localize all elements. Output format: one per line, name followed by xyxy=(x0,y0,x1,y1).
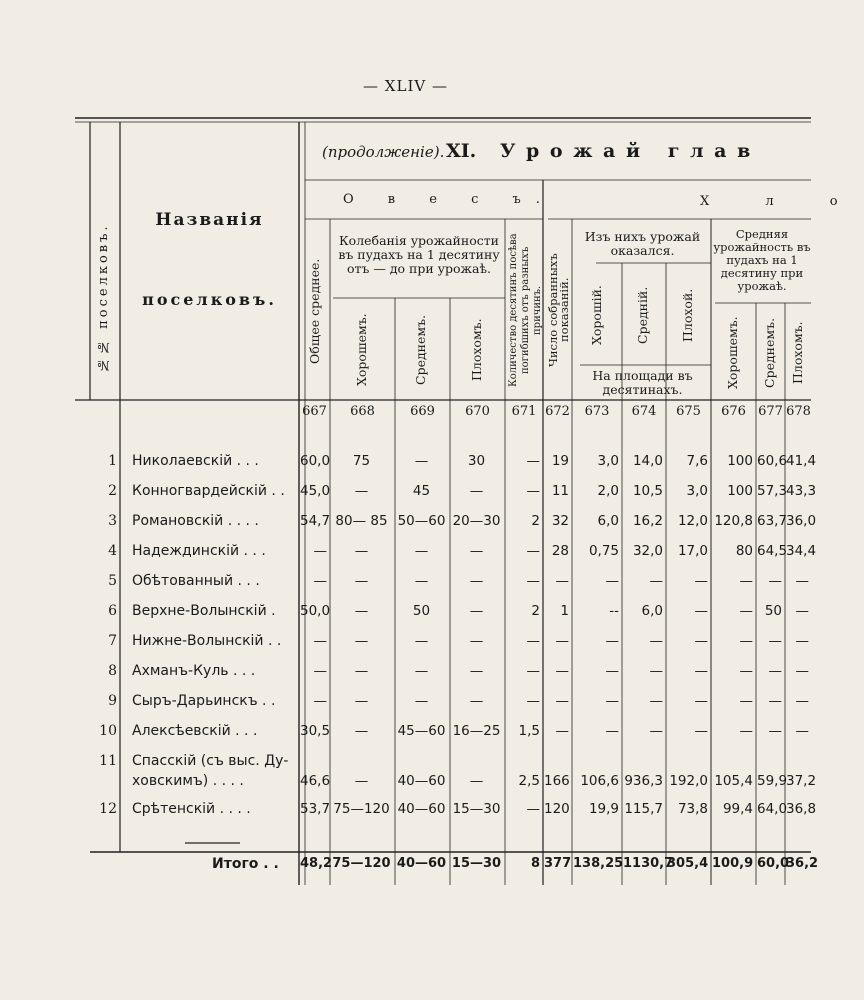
table-cell: — xyxy=(354,723,369,739)
table-cell: — xyxy=(649,663,663,679)
table-cell: — xyxy=(354,603,369,619)
row-number: 5 xyxy=(108,573,117,589)
settlement-name: Нижне-Волынскій . . xyxy=(132,633,282,649)
table-cell: 2,5 xyxy=(518,773,540,789)
table-cell: 36,0 xyxy=(786,513,817,529)
row-number: 6 xyxy=(108,603,117,619)
table-cell: — xyxy=(526,573,540,589)
table-cell: 30 xyxy=(467,453,486,469)
row-number: 11 xyxy=(99,753,117,769)
table-cell: — xyxy=(313,573,327,589)
total-cell: 377 xyxy=(544,856,572,871)
column-number: 674 xyxy=(631,404,657,419)
row-number: 1 xyxy=(108,453,117,469)
table-cell: — xyxy=(605,573,619,589)
table-cell: — xyxy=(469,773,484,789)
total-label: Итого . . xyxy=(212,856,279,872)
table-cell: — xyxy=(694,663,708,679)
total-cell: 60,0 xyxy=(757,856,790,871)
table-cell: — xyxy=(739,603,753,619)
settlement-name: Ахманъ-Куль . . . xyxy=(132,663,256,679)
column-number: 677 xyxy=(758,404,783,419)
table-cell: 45 xyxy=(412,483,431,499)
column-number: 670 xyxy=(465,404,490,419)
table-cell: — xyxy=(354,573,369,589)
table-cell: — xyxy=(354,633,369,649)
table-cell: 1,5 xyxy=(518,723,540,739)
table-cell: — xyxy=(768,693,782,709)
table-cell: — xyxy=(649,693,663,709)
total-cell: 1130,7 xyxy=(623,856,674,871)
table-cell: -- xyxy=(609,603,619,619)
header-good: Хорошемъ. xyxy=(354,313,369,386)
column-number: 669 xyxy=(410,404,435,419)
table-cell: — xyxy=(739,633,753,649)
table-cell: 11 xyxy=(551,483,569,499)
table-cell: 120 xyxy=(544,801,570,817)
table-cell: — xyxy=(739,663,753,679)
table-cell: — xyxy=(526,693,540,709)
table-cell: 10,5 xyxy=(632,483,663,499)
header-oves: О в е с ъ. xyxy=(343,192,555,207)
total-cell: 48,2 xyxy=(300,856,333,871)
table-cell: — xyxy=(795,633,809,649)
table-cell: — xyxy=(354,543,369,559)
table-cell: — xyxy=(694,723,708,739)
table-cell: — xyxy=(739,723,753,739)
table-cell: 50—60 xyxy=(397,513,446,529)
settlement-name: Николаевскій . . . xyxy=(132,453,259,469)
table-cell: — xyxy=(739,693,753,709)
table-cell: — xyxy=(526,663,540,679)
table-cell: 0,75 xyxy=(588,543,619,559)
table-cell: 46,6 xyxy=(300,773,331,789)
table-cell: 32 xyxy=(551,513,569,529)
header-khl: Х л о xyxy=(700,194,864,209)
row-number: 10 xyxy=(99,723,117,739)
row-number: 7 xyxy=(108,633,117,649)
table-cell: — xyxy=(649,633,663,649)
header-of-them: Изъ нихъ урожай оказался. xyxy=(584,229,701,258)
table-cell: — xyxy=(526,543,540,559)
table-cell: — xyxy=(469,483,484,499)
table-cell: 50,0 xyxy=(300,603,331,619)
table-cell: — xyxy=(313,633,327,649)
table-cell: 120,8 xyxy=(714,513,753,529)
header-fluct: Колебанія урожайности въ пудахъ на 1 десятину отъ — до при урожаѣ. xyxy=(338,233,500,276)
settlement-name: Спасскій (съ выс. Ду- xyxy=(132,753,289,769)
table-cell: 40—60 xyxy=(397,801,446,817)
total-cell: 40—60 xyxy=(396,856,447,871)
table-cell: 115,7 xyxy=(624,801,663,817)
table-cell: 99,4 xyxy=(722,801,753,817)
table-cell: — xyxy=(313,543,327,559)
settlement-name-cont: ховскимъ) . . . . xyxy=(132,773,244,789)
table-cell: 6,0 xyxy=(597,513,619,529)
table-cell: — xyxy=(605,633,619,649)
table-cell: 2 xyxy=(531,603,540,619)
table-cell: — xyxy=(469,633,484,649)
settlement-name: Срѣтенскій . . . . xyxy=(132,801,251,817)
table-cell: — xyxy=(768,723,782,739)
table-cell: 34,4 xyxy=(786,543,817,559)
column-number: 668 xyxy=(350,404,375,419)
table-cell: 106,6 xyxy=(580,773,619,789)
header-names-line1: Названія xyxy=(155,210,264,230)
column-number: 675 xyxy=(676,404,701,419)
table-cell: — xyxy=(694,693,708,709)
table-cell: — xyxy=(414,633,429,649)
total-cell: 75—120 xyxy=(332,856,391,871)
row-number: 4 xyxy=(108,543,117,559)
table-cell: — xyxy=(469,543,484,559)
header-avg-yield: Средняя урожайность въ пудахъ на 1 десятину при урожаѣ. xyxy=(713,227,811,293)
header-bad2: Плохой. xyxy=(680,288,695,342)
header-num-col: №№ поселковъ. xyxy=(96,223,111,372)
table-cell: 166 xyxy=(544,773,570,789)
table-cell: 50 xyxy=(412,603,431,619)
table-cell: 43,3 xyxy=(786,483,817,499)
table-cell: 73,8 xyxy=(677,801,708,817)
table-cell: 45,0 xyxy=(300,483,331,499)
table-cell: — xyxy=(354,693,369,709)
settlement-name: Обѣтованный . . . xyxy=(132,573,260,589)
table-cell: 59,9 xyxy=(757,773,788,789)
column-number: 671 xyxy=(511,404,537,419)
table-cell: 7,6 xyxy=(686,453,708,469)
header-medium2: Средній. xyxy=(635,286,650,344)
total-cell: 138,25 xyxy=(573,856,624,871)
column-number: 676 xyxy=(721,404,746,419)
table-cell: 63,7 xyxy=(757,513,788,529)
header-general-avg: Общее среднее. xyxy=(307,258,322,364)
header-names-line2: поселковъ. xyxy=(142,290,277,309)
table-cell: — xyxy=(414,693,429,709)
table-cell: — xyxy=(526,801,540,817)
table-cell: — xyxy=(555,723,569,739)
table-cell: 60,6 xyxy=(757,453,788,469)
page-title: — XLIV — xyxy=(363,77,448,95)
table-cell: — xyxy=(555,693,569,709)
column-number: 678 xyxy=(786,404,811,419)
table-cell: — xyxy=(694,633,708,649)
table-cell: 3,0 xyxy=(686,483,708,499)
table-cell: 100 xyxy=(727,453,753,469)
total-cell: 100,9 xyxy=(712,856,754,871)
total-cell: 15—30 xyxy=(451,856,502,871)
table-cell: 37,2 xyxy=(786,773,817,789)
table-cell: — xyxy=(649,573,663,589)
table-cell: 20—30 xyxy=(452,513,501,529)
table-cell: — xyxy=(795,723,809,739)
table-cell: 57,3 xyxy=(757,483,788,499)
table-cell: — xyxy=(469,693,484,709)
table-cell: 50 xyxy=(764,603,782,619)
table-cell: — xyxy=(469,573,484,589)
table-cell: 14,0 xyxy=(632,453,663,469)
total-cell: 8 xyxy=(530,856,540,871)
table-cell: — xyxy=(795,573,809,589)
table-cell: 3,0 xyxy=(597,453,619,469)
total-cell: 36,2 xyxy=(786,856,819,871)
table-cell: 192,0 xyxy=(669,773,708,789)
table-cell: — xyxy=(313,663,327,679)
column-number: 673 xyxy=(584,404,610,419)
table-cell: — xyxy=(555,663,569,679)
settlement-name: Романовскій . . . . xyxy=(132,513,259,529)
table-cell: 100 xyxy=(727,483,753,499)
table-cell: — xyxy=(605,693,619,709)
header-good3: Хорошемъ. xyxy=(725,316,740,390)
table-cell: — xyxy=(469,663,484,679)
table-cell: 45—60 xyxy=(397,723,446,739)
row-number: 12 xyxy=(99,801,117,817)
table-cell: 28 xyxy=(551,543,569,559)
table-cell: 2 xyxy=(531,513,540,529)
row-number: 3 xyxy=(108,513,117,529)
total-cell: 305,4 xyxy=(667,856,709,871)
header-area: На площади въ десятинахъ. xyxy=(592,368,693,397)
table-cell: 15—30 xyxy=(452,801,501,817)
table-cell: — xyxy=(414,663,429,679)
table-cell: — xyxy=(414,573,429,589)
table-cell: 12,0 xyxy=(677,513,708,529)
table-cell: — xyxy=(469,603,484,619)
table-cell: — xyxy=(694,603,708,619)
table-cell: — xyxy=(694,573,708,589)
table-cell: 6,0 xyxy=(641,603,663,619)
table-cell: 75—120 xyxy=(333,801,390,817)
table-cell: 40—60 xyxy=(397,773,446,789)
table-cell: — xyxy=(414,453,429,469)
table-cell: 16—25 xyxy=(452,723,501,739)
table-cell: — xyxy=(795,663,809,679)
table-cell: — xyxy=(768,663,782,679)
table-cell: 64,0 xyxy=(757,801,788,817)
table-cell: 75 xyxy=(352,453,371,469)
table-cell: — xyxy=(354,663,369,679)
table-cell: 54,7 xyxy=(300,513,331,529)
table-cell: — xyxy=(555,573,569,589)
header-medium3: Среднемъ. xyxy=(762,317,777,389)
table-cell: — xyxy=(526,633,540,649)
settlement-name: Сыръ-Дарьинскъ . . xyxy=(132,693,276,709)
table-cell: — xyxy=(605,663,619,679)
column-number: 667 xyxy=(302,404,327,419)
table-cell: 16,2 xyxy=(632,513,663,529)
settlement-name: Надеждинскій . . . xyxy=(132,543,266,559)
settlement-name: Алексѣевскій . . . xyxy=(132,723,258,739)
table-cell: — xyxy=(526,453,540,469)
header-count-reports: Число собранныхъ показаній. xyxy=(546,253,571,367)
table-cell: 80 xyxy=(735,543,753,559)
table-cell: — xyxy=(414,543,429,559)
table-title-text: У р о ж а й г л а в xyxy=(500,140,753,162)
column-number: 672 xyxy=(545,404,570,419)
header-lost: Количество десятинъ посѣва погибшихъ отъ разныхъ причинъ. xyxy=(508,233,543,387)
settlement-name: Верхне-Волынскій . xyxy=(132,603,276,619)
table-cell: 19 xyxy=(551,453,569,469)
table-title-cont: (продолженіе). xyxy=(322,143,445,161)
table-cell: 936,3 xyxy=(624,773,663,789)
table-cell: 19,9 xyxy=(588,801,619,817)
table-cell: 36,8 xyxy=(786,801,817,817)
row-number: 2 xyxy=(108,483,117,499)
table-cell: — xyxy=(313,693,327,709)
row-number: 8 xyxy=(108,663,117,679)
table-title-roman: XI. xyxy=(446,140,477,162)
header-good2: Хорошій. xyxy=(589,285,604,345)
header-bad3: Плохомъ. xyxy=(790,321,805,385)
table-cell: — xyxy=(354,773,369,789)
table-cell: — xyxy=(526,483,540,499)
table-cell: — xyxy=(768,633,782,649)
table-cell: 53,7 xyxy=(300,801,331,817)
table-cell: 105,4 xyxy=(714,773,753,789)
table-cell: — xyxy=(795,603,809,619)
table-cell: 2,0 xyxy=(597,483,619,499)
table-cell: — xyxy=(649,723,663,739)
table-cell: — xyxy=(605,723,619,739)
table-cell: 17,0 xyxy=(677,543,708,559)
table-cell: — xyxy=(354,483,369,499)
table-cell: 80— 85 xyxy=(335,513,388,529)
table-cell: 30,5 xyxy=(300,723,331,739)
table-cell: 32,0 xyxy=(632,543,663,559)
table-cell: — xyxy=(555,633,569,649)
table-cell: — xyxy=(739,573,753,589)
settlement-name: Конногвардейскій . . xyxy=(132,483,285,499)
table-cell: 41,4 xyxy=(786,453,817,469)
table-cell: 60,0 xyxy=(300,453,331,469)
header-medium: Среднемъ. xyxy=(413,314,428,385)
table-cell: — xyxy=(768,573,782,589)
row-number: 9 xyxy=(108,693,117,709)
table-cell: — xyxy=(795,693,809,709)
header-bad: Плохомъ. xyxy=(469,318,484,381)
table-cell: 64,5 xyxy=(757,543,788,559)
table-cell: 1 xyxy=(560,603,569,619)
